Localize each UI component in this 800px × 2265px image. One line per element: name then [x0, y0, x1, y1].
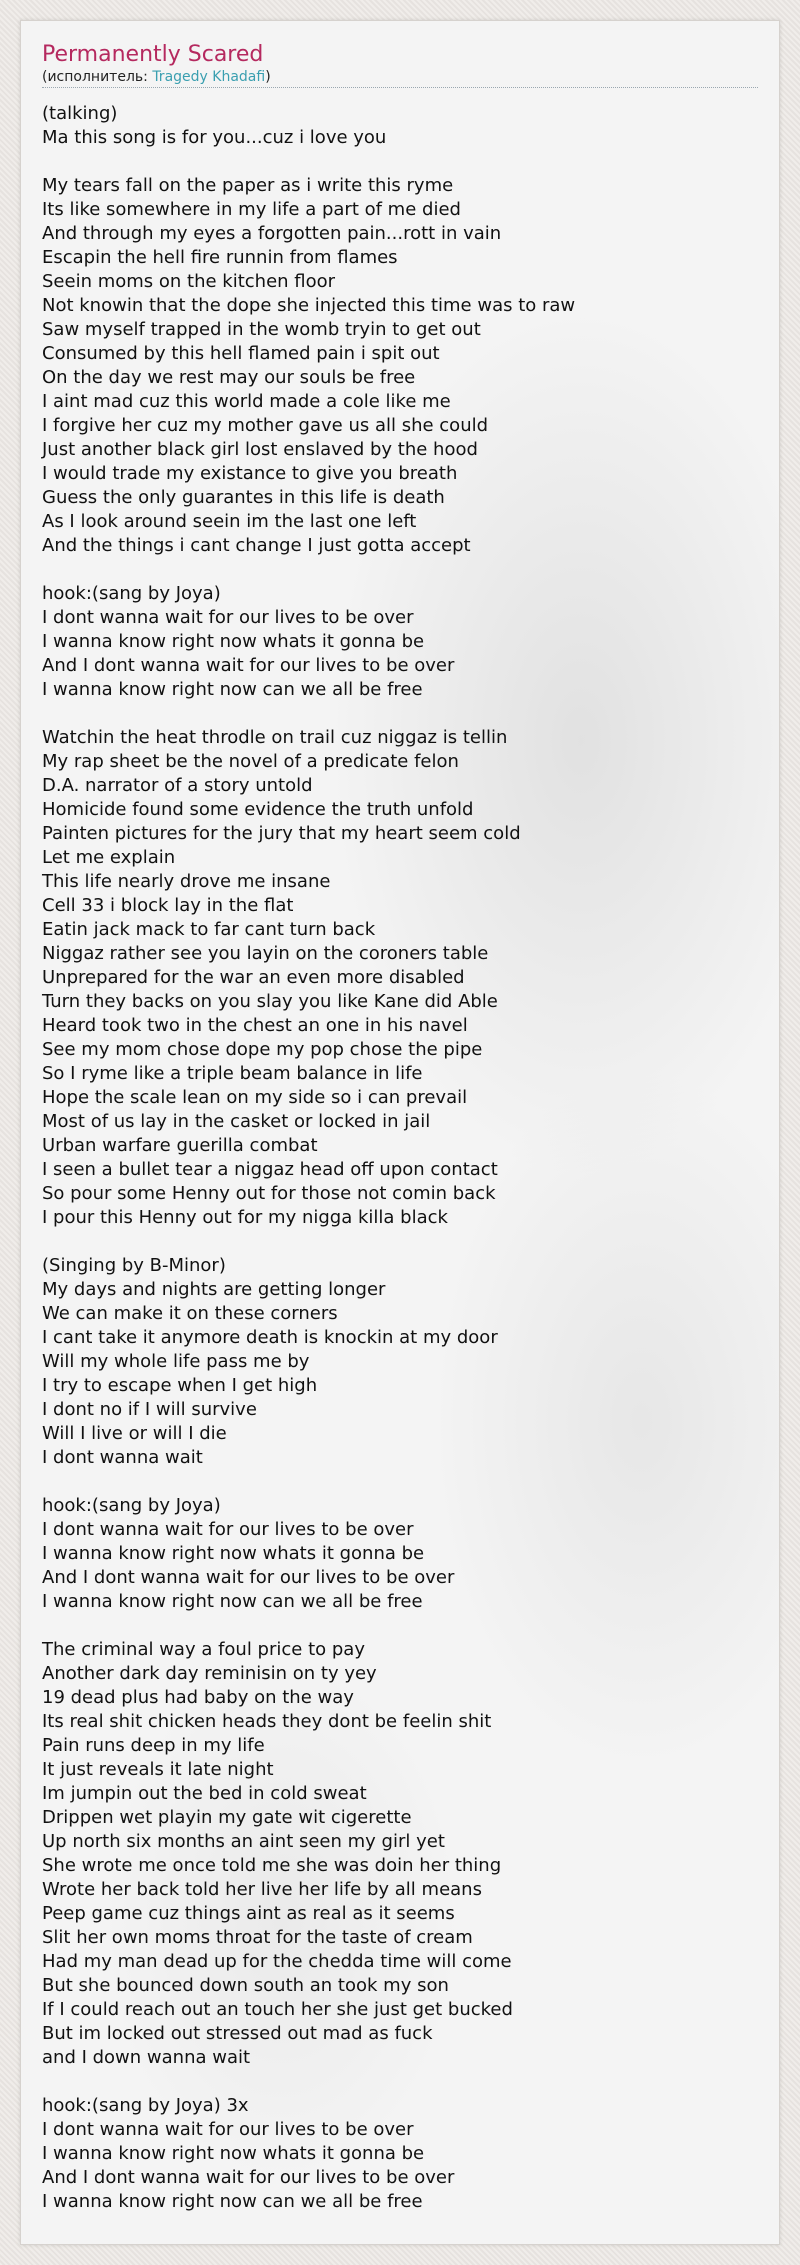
lyric-line: Just another black girl lost enslaved by the hood — [42, 439, 478, 460]
lyric-line: Drippen wet playin my gate wit cigerette — [42, 1807, 412, 1828]
lyric-line: So pour some Henny out for those not comin back — [42, 1183, 496, 1204]
lyric-line: Seein moms on the kitchen floor — [42, 271, 336, 292]
artist-link[interactable]: Tragedy Khadafi — [152, 69, 266, 85]
lyric-line: The criminal way a foul price to pay — [42, 1639, 365, 1660]
lyric-line: I dont wanna wait — [42, 1447, 203, 1468]
lyric-line: We can make it on these corners — [42, 1303, 338, 1324]
lyric-line: Watchin the heat throdle on trail cuz niggaz is tellin — [42, 727, 508, 748]
lyric-line: Peep game cuz things aint as real as it seems — [42, 1903, 455, 1924]
stanza-break — [42, 1470, 762, 1494]
lyric-line: Let me explain — [42, 847, 176, 868]
lyric-line: Slit her own moms throat for the taste of cream — [42, 1927, 473, 1948]
stanza-break — [42, 1230, 762, 1254]
lyric-line: Guess the only guarantes in this life is death — [42, 487, 445, 508]
lyric-line: I aint mad cuz this world made a cole like me — [42, 391, 451, 412]
lyric-line: On the day we rest may our souls be free — [42, 367, 416, 388]
lyric-line: See my mom chose dope my pop chose the pipe — [42, 1039, 483, 1060]
lyric-line: Painten pictures for the jury that my heart seem cold — [42, 823, 521, 844]
lyric-line: Most of us lay in the casket or locked in jail — [42, 1111, 431, 1132]
lyric-line: Im jumpin out the bed in cold sweat — [42, 1783, 367, 1804]
stanza-break — [42, 558, 762, 582]
lyric-line: Heard took two in the chest an one in his navel — [42, 1015, 468, 1036]
artist-prefix: (исполнитель: — [42, 69, 153, 85]
stanza-break — [42, 150, 762, 174]
lyric-line: If I could reach out an touch her she just get bucked — [42, 1999, 513, 2020]
lyric-line: Hope the scale lean on my side so i can prevail — [42, 1087, 468, 1108]
lyric-line: I wanna know right now can we all be free — [42, 1591, 423, 1612]
stanza-break — [42, 2070, 762, 2094]
lyric-line: Its like somewhere in my life a part of me died — [42, 199, 461, 220]
lyric-line: Turn they backs on you slay you like Kane did Able — [42, 991, 498, 1012]
lyric-line: Pain runs deep in my life — [42, 1735, 265, 1756]
lyric-line: Up north six months an aint seen my girl yet — [42, 1831, 445, 1852]
lyric-line: I seen a bullet tear a niggaz head off upon contact — [42, 1159, 498, 1180]
lyric-line: And I dont wanna wait for our lives to be over — [42, 2167, 455, 2188]
lyric-line: It just reveals it late night — [42, 1759, 274, 1780]
lyric-line: Consumed by this hell flamed pain i spit out — [42, 343, 440, 364]
stanza-break — [42, 702, 762, 726]
artist-suffix: ) — [265, 69, 271, 85]
lyric-line: I wanna know right now whats it gonna be — [42, 2143, 425, 2164]
lyric-line: I pour this Henny out for my nigga killa black — [42, 1207, 448, 1228]
lyric-line: Urban warfare guerilla combat — [42, 1135, 318, 1156]
lyric-line: Saw myself trapped in the womb tryin to get out — [42, 319, 481, 340]
song-header — [42, 41, 758, 88]
lyric-line: I cant take it anymore death is knockin at my door — [42, 1327, 498, 1348]
lyric-line: Homicide found some evidence the truth unfold — [42, 799, 474, 820]
lyric-line: Ma this song is for you...cuz i love you — [42, 127, 387, 148]
stanza-break — [42, 1614, 762, 1638]
lyric-line: (Singing by B-Minor) — [42, 1255, 226, 1276]
lyric-line: I dont wanna wait for our lives to be over — [42, 2119, 414, 2140]
lyric-line: Will I live or will I die — [42, 1423, 227, 1444]
lyric-line: My tears fall on the paper as i write this ryme — [42, 175, 454, 196]
lyric-line: As I look around seein im the last one left — [42, 511, 417, 532]
artist-line — [42, 69, 758, 86]
lyric-line: But im locked out stressed out mad as fuck — [42, 2023, 433, 2044]
song-title: Permanently Scared — [42, 42, 264, 67]
lyric-line: And I dont wanna wait for our lives to be over — [42, 655, 455, 676]
lyric-line: I would trade my existance to give you breath — [42, 463, 458, 484]
lyric-line: I wanna know right now can we all be free — [42, 2191, 423, 2212]
lyric-line: I dont wanna wait for our lives to be over — [42, 607, 414, 628]
lyric-line: I try to escape when I get high — [42, 1375, 318, 1396]
lyric-line: And through my eyes a forgotten pain...rott in vain — [42, 223, 502, 244]
lyric-line: hook:(sang by Joya) — [42, 583, 221, 604]
lyric-line: Cell 33 i block lay in the flat — [42, 895, 294, 916]
lyric-line: She wrote me once told me she was doin her thing — [42, 1855, 502, 1876]
lyric-line: I wanna know right now whats it gonna be — [42, 631, 425, 652]
lyric-line: and I down wanna wait — [42, 2047, 251, 2068]
lyrics-body — [42, 102, 762, 2214]
lyric-line: Another dark day reminisin on ty yey — [42, 1663, 377, 1684]
lyric-line: Wrote her back told her live her life by all means — [42, 1879, 482, 1900]
lyric-line: hook:(sang by Joya) — [42, 1495, 221, 1516]
lyric-line: D.A. narrator of a story untold — [42, 775, 313, 796]
lyric-line: This life nearly drove me insane — [42, 871, 331, 892]
lyrics-card — [20, 20, 780, 2245]
lyric-line: hook:(sang by Joya) 3x — [42, 2095, 249, 2116]
lyric-line: Unprepared for the war an even more disabled — [42, 967, 465, 988]
lyric-line: My rap sheet be the novel of a predicate felon — [42, 751, 459, 772]
lyric-line: And the things i cant change I just gotta accept — [42, 535, 471, 556]
lyric-line: I wanna know right now can we all be free — [42, 679, 423, 700]
lyric-line: Niggaz rather see you layin on the coroners table — [42, 943, 489, 964]
lyric-line: (talking) — [42, 103, 118, 124]
lyric-line: Had my man dead up for the chedda time will come — [42, 1951, 512, 1972]
lyric-line: I wanna know right now whats it gonna be — [42, 1543, 425, 1564]
lyric-line: I forgive her cuz my mother gave us all she could — [42, 415, 489, 436]
lyric-line: Eatin jack mack to far cant turn back — [42, 919, 376, 940]
lyric-line: Will my whole life pass me by — [42, 1351, 310, 1372]
lyric-line: So I ryme like a triple beam balance in life — [42, 1063, 423, 1084]
lyric-line: But she bounced down south an took my son — [42, 1975, 449, 1996]
lyric-line: And I dont wanna wait for our lives to be over — [42, 1567, 455, 1588]
lyric-line: Escapin the hell fire runnin from flames — [42, 247, 398, 268]
lyric-line: 19 dead plus had baby on the way — [42, 1687, 354, 1708]
lyric-line: Not knowin that the dope she injected this time was to raw — [42, 295, 576, 316]
lyric-line: Its real shit chicken heads they dont be feelin shit — [42, 1711, 492, 1732]
lyric-line: I dont wanna wait for our lives to be over — [42, 1519, 414, 1540]
lyric-line: I dont no if I will survive — [42, 1399, 257, 1420]
lyric-line: My days and nights are getting longer — [42, 1279, 386, 1300]
